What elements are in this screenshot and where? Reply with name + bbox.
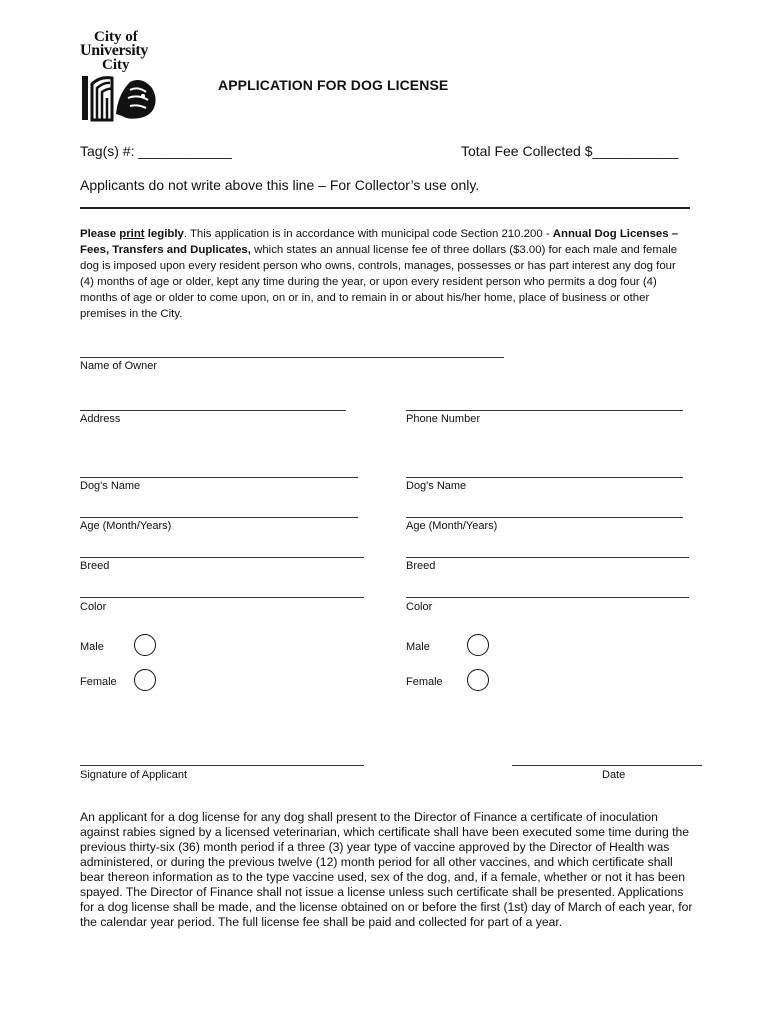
date-label: Date	[602, 769, 626, 781]
dog1-name-line[interactable]	[80, 477, 358, 478]
dog1-age-label: Age (Month/Years)	[80, 520, 172, 532]
address-label: Address	[80, 413, 121, 425]
phone-line[interactable]	[406, 410, 683, 411]
dog1-color-label: Color	[80, 601, 107, 613]
logo-line-1: City of	[94, 29, 138, 45]
footer-paragraph: An applicant for a dog license for any dog shall present to the Director of Finance a certificate of inoculation against rabies signed by a licensed veterinarian, which certificate shall have been executed some time during the previous thirty-six (36) month period if a three (3) year type of vaccine approved by the Director of Health was administered, or during the previous twelve (12) month period for all other vaccines, and which certificate shall bear thereon information as to the type vaccine used, sex of the dog, and, if a female, whether or not it has been spayed. The Director of Finance shall not issue a license unless such certificate shall be presented. Applications for a dog license shall be made, and the license obtained on or before the first (1st) day of March of each year, for the calendar year period. The full license fee shall be paid and collected for part of a year.	[80, 810, 693, 929]
dog1-female-label: Female	[80, 676, 117, 688]
intro-code-title: Annual Dog Licenses – Fees, Transfers and Duplicates,	[80, 228, 679, 256]
intro-please: Please	[80, 228, 120, 240]
intro-legibly: legibly	[144, 228, 184, 240]
dog2-female-radio[interactable]	[467, 669, 489, 691]
date-line[interactable]	[512, 765, 702, 766]
dog2-breed-line[interactable]	[406, 557, 689, 558]
dog1-breed-label: Breed	[80, 560, 110, 572]
dog2-name-line[interactable]	[406, 477, 683, 478]
owner-name-line[interactable]	[80, 357, 504, 358]
address-line[interactable]	[80, 410, 346, 411]
dog2-female-label: Female	[406, 676, 443, 688]
dog1-female-radio[interactable]	[134, 669, 156, 691]
dog1-male-radio[interactable]	[134, 634, 156, 656]
dog2-name-label: Dog's Name	[406, 480, 467, 492]
intro-paragraph	[80, 226, 692, 322]
divider-rule	[80, 207, 690, 209]
logo-line-2: University	[80, 42, 149, 59]
dog1-color-line[interactable]	[80, 597, 364, 598]
logo-line-3: City	[102, 57, 130, 73]
dog1-breed-line[interactable]	[80, 557, 364, 558]
total-fee-field[interactable]: Total Fee Collected $___________	[461, 143, 679, 159]
signature-label: Signature of Applicant	[80, 769, 188, 781]
city-logo	[80, 30, 160, 122]
dog1-age-line[interactable]	[80, 517, 358, 518]
dog1-name-label: Dog's Name	[80, 480, 141, 492]
collector-note: Applicants do not write above this line – For Collector’s use only.	[80, 177, 480, 193]
intro-text-1: . This application is in accordance with municipal code Section 210.200 -	[183, 228, 553, 240]
dog2-age-label: Age (Month/Years)	[406, 520, 498, 532]
signature-line[interactable]	[80, 765, 364, 766]
dog2-male-radio[interactable]	[467, 634, 489, 656]
dog2-color-line[interactable]	[406, 597, 689, 598]
form-title: APPLICATION FOR DOG LICENSE	[218, 77, 449, 93]
dog2-age-line[interactable]	[406, 517, 683, 518]
tags-field[interactable]: Tag(s) #: ____________	[80, 143, 232, 159]
dog2-breed-label: Breed	[406, 560, 436, 572]
dog1-male-label: Male	[80, 641, 104, 653]
owner-name-label: Name of Owner	[80, 360, 158, 372]
dog2-color-label: Color	[406, 601, 433, 613]
lion-emblem-icon	[80, 74, 160, 122]
dog2-male-label: Male	[406, 641, 430, 653]
intro-text-2: which states an annual license fee of three dollars ($3.00) for each male and female dog is imposed upon every resident person who owns, controls, manages, possesses or has part interest any dog four (4) months of age or older, kept any time during the year, or upon every resident person who permits a dog four (4) months of age or older to come upon, on or in, and to remain in or about his/her home, place of business or other premises in the City.	[80, 244, 678, 320]
phone-label: Phone Number	[406, 413, 480, 425]
intro-print: print	[119, 228, 145, 240]
